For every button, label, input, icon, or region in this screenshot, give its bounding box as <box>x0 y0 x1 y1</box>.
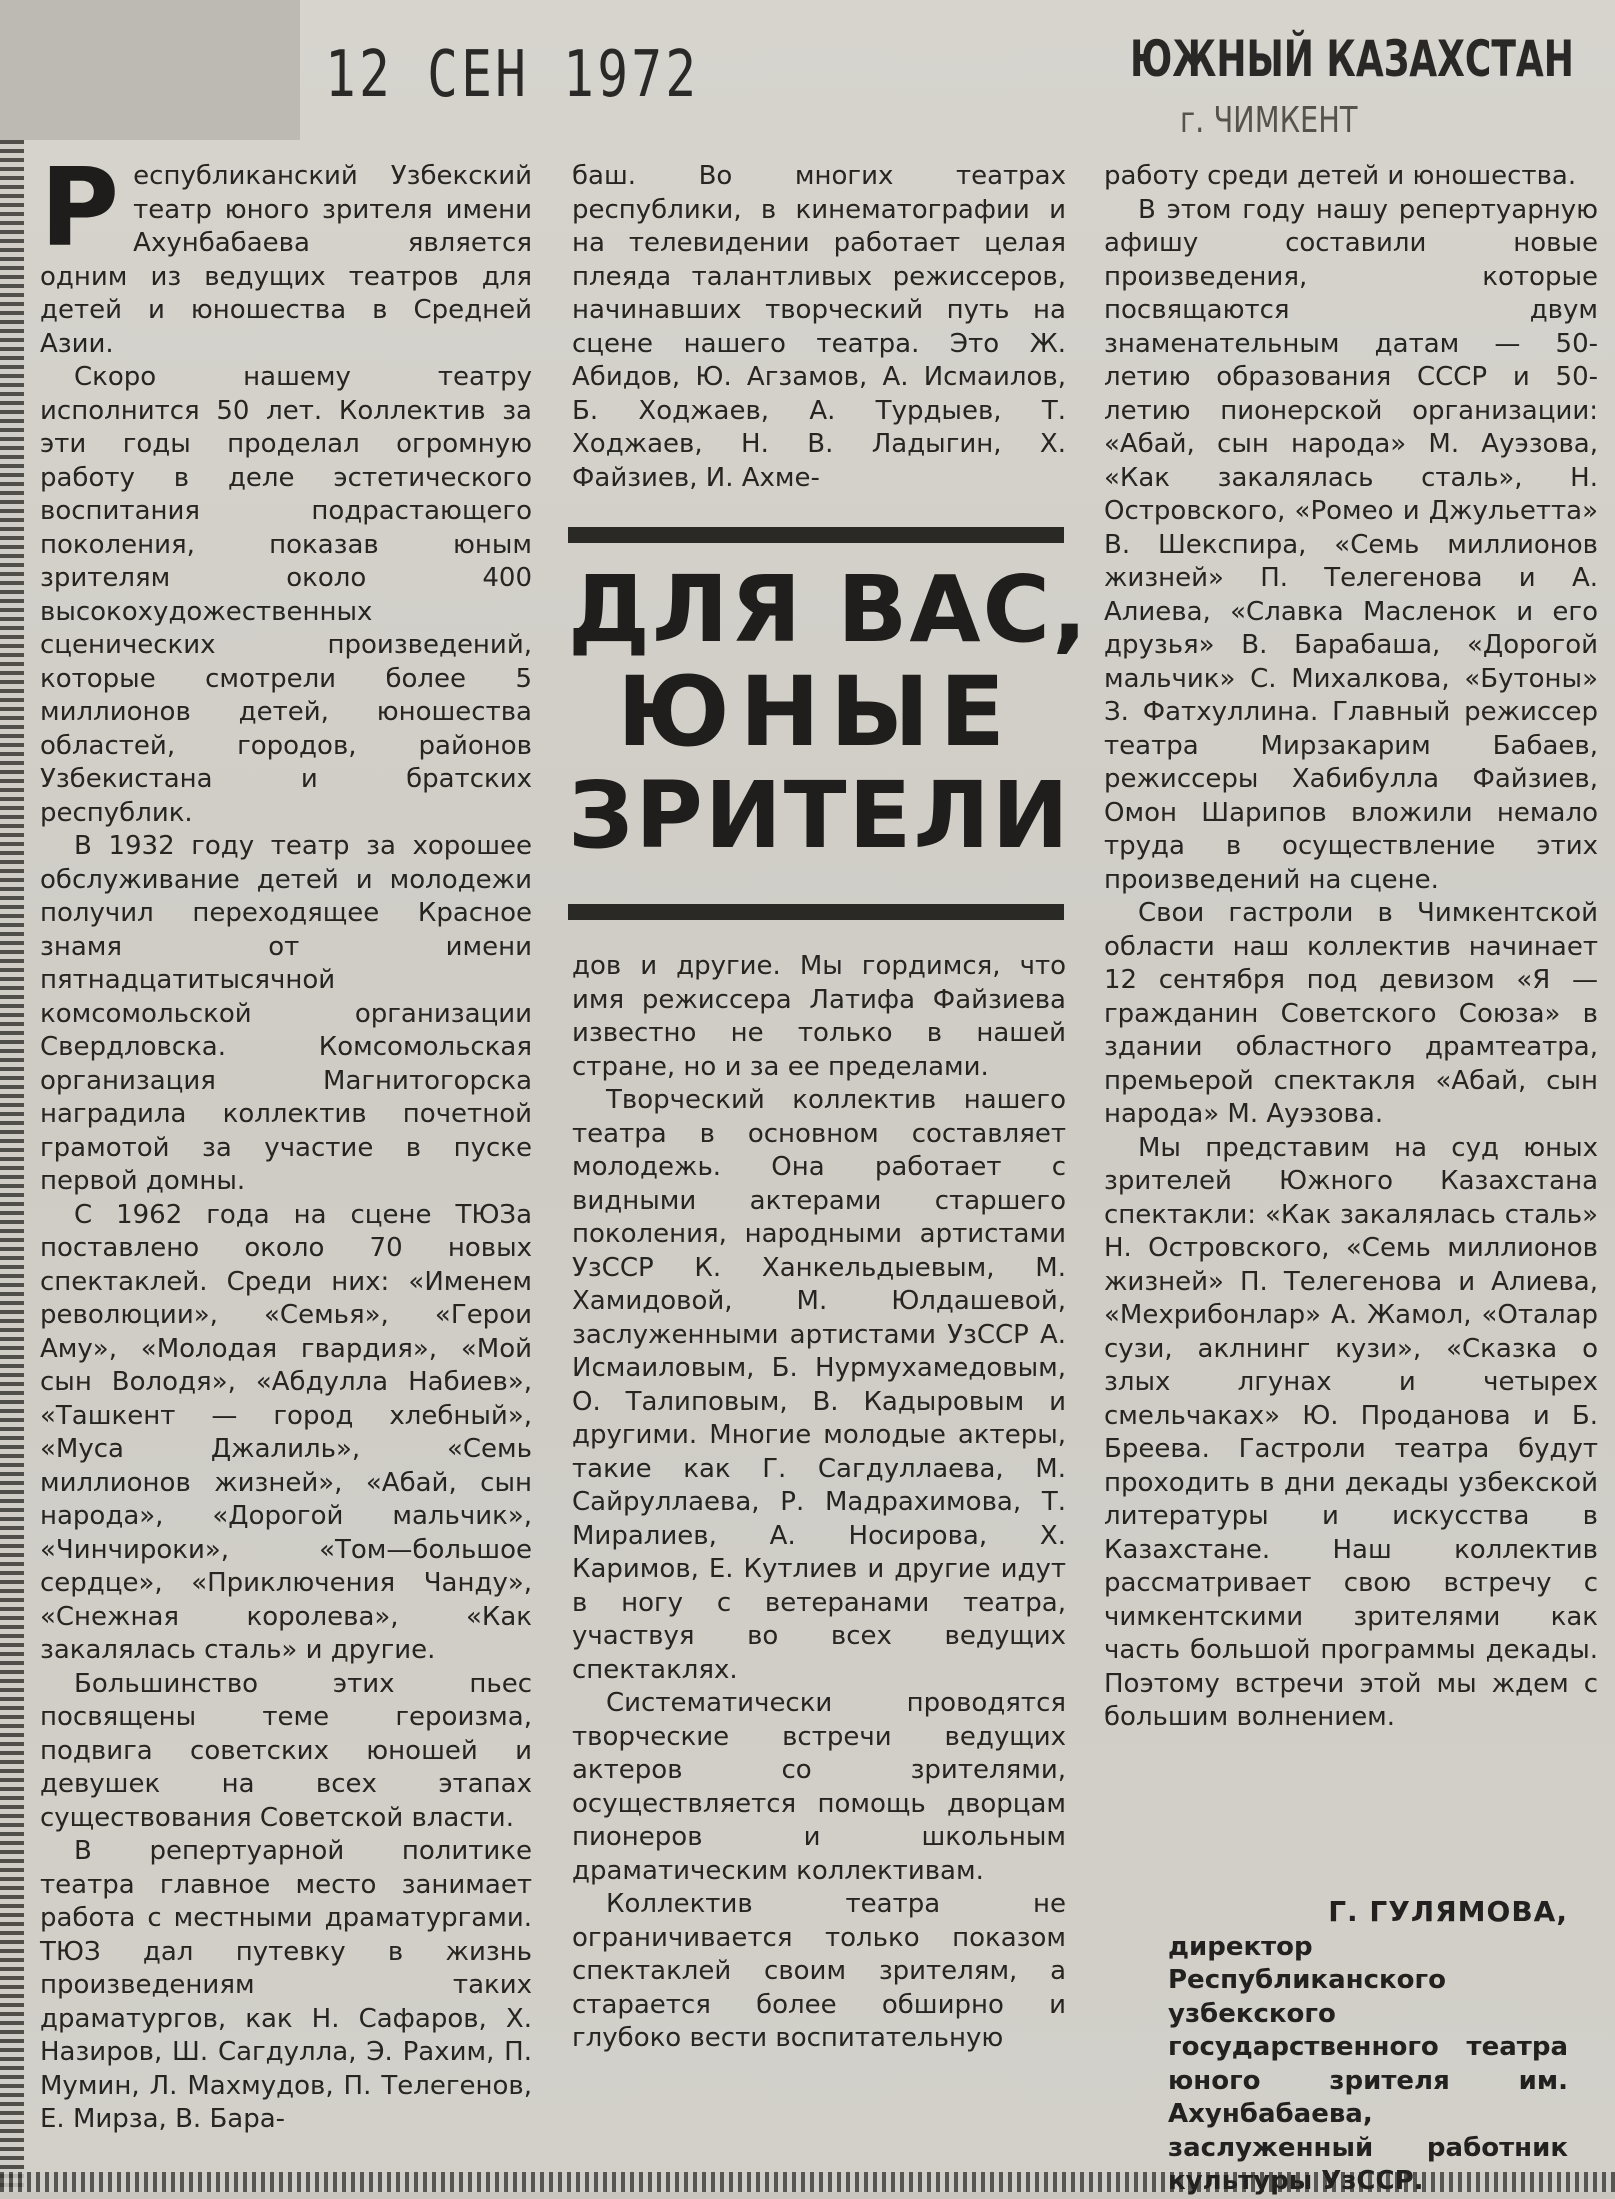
article-column-2-top <box>572 160 1066 495</box>
newspaper-city: г. ЧИМКЕНТ <box>1180 100 1358 141</box>
paragraph: баш. Во многих театрах республики, в кинематографии и на телевидении работает целая плеяда талантливых режиссеров, начинавших творческий путь на сцене нашего театра. Это Ж. Абидов, Ю. Агзамов, А. Исмаилов, Б. Ходжаев, А. Турдыев, Т. Ходжаев, Н. В. Ладыгин, Х. Файзиев, И. Ахме- <box>572 161 1066 493</box>
paragraph: работу среди детей и юношества. <box>1104 161 1577 191</box>
paragraph: Систематически проводятся творческие встречи ведущих актеров со зрителями, осуществляется помощь дворцам пионеров и школьным драматическим коллективам. <box>572 1688 1066 1886</box>
paragraph: Свои гастроли в Чимкентской области наш коллектив начинает 12 сентября под девизом «Я — гражданин Советского Союза» в здании областного драмтеатра, премьерой спектакля «Абай, сын народа» М. Ауэзова. <box>1104 898 1598 1129</box>
headline-line-2: ЮНЫЕ <box>616 656 1016 768</box>
paragraph: С 1962 года на сцене ТЮЗа поставлено около 70 новых спектаклей. Среди них: «Именем революции», «Семья», «Герои Аму», «Молодая гвардия», «Мой сын Володя», «Абдулла Набиев», «Ташкент — город хлебный», «Муса Джалиль», «Семь миллионов жизней», «Абай, сын народа», «Дорогой мальчик», «Чинчироки», «Том—большое сердце», «Приключения Чанду», «Снежная королева», «Как закалялась сталь» и другие. <box>40 1199 532 1665</box>
article-column-3 <box>1104 160 1598 1735</box>
paragraph: Мы представим на суд юных зрителей Южного Казахстана спектакли: «Как закалялась сталь» Н. Островского, «Семь миллионов жизней» П. Телегенова и Алиева, «Мехрибонлар» А. Жамол, «Оталар сузи, аклнинг кузи», «Сказка о злых лгунах и четырех смельчаках» Ю. Проданова и Б. Бреева. Гастроли театра будут проходить в дни декады узбекской литературы и искусства в Казахстане. Наш коллектив рассматривает свою встречу с чимкентскими зрителями как часть большой программы декады. Поэтому встречи этой мы ждем с большим волнением. <box>1104 1132 1598 1732</box>
headline-line-3: ЗРИТЕЛИ <box>568 762 1071 869</box>
paragraph: Коллектив театра не ограничивается только показом спектаклей своим зрителям, а старается более обширно и глубоко вести воспитательную <box>572 1889 1066 2053</box>
article-column-2-bottom <box>572 950 1066 2056</box>
newspaper-title: ЮЖНЫЙ КАЗАХСТАН <box>1130 30 1574 88</box>
headline-rule-bottom <box>568 904 1064 920</box>
date-stamp: 12 СЕН 1972 <box>325 38 700 112</box>
paragraph: Скоро нашему театру исполнится 50 лет. Коллектив за эти годы проделал огромную работу в деле эстетического воспитания подрастающего поколения, показав юным зрителям около 400 высокохудожественных сценических произведений, которые смотрели более 5 миллионов детей, юношества областей, городов, районов Узбекистана и братских республик. <box>40 362 532 828</box>
paragraph: В 1932 году театр за хорошее обслуживание детей и молодежи получил переходящее Красное знамя от имени пятнадцатитысячной комсомольской организации Свердловска. Комсомольская организация Магнитогорска наградила коллектив почетной грамотой за участие в пуске первой домны. <box>40 831 532 1196</box>
paragraph: В репертуарной политике театра главное место занимает работа с местными драматургами. ТЮЗ дал путевку в жизнь произведениям таких драматургов, как Н. Сафаров, Х. Назиров, Ш. Сагдулла, Э. Рахим, П. Мумин, Л. Махмудов, П. Телегенов, Е. Мирза, В. Бара- <box>40 1836 532 2134</box>
left-perforation <box>0 140 24 2192</box>
headline-line-1: ДЛЯ ВАС, <box>568 556 1090 663</box>
paragraph: Творческий коллектив нашего театра в основном составляет молодежь. Она работает с видными актерами старшего поколения, народными артистами УзССР К. Ханкельдыевым, М. Хамидовой, М. Юлдашевой, заслуженными артистами УзССР А. Исмаиловым, Б. Нурмухамедовым, О. Талиповым, В. Кадыровым и другими. Многие молодые актеры, такие как Г. Сагдуллаева, М. Сайруллаева, Р. Мадрахимова, Т. Миралиев, А. Носирова, Х. Каримов, Е. Кутлиев и другие идут в ногу с ветеранами театра, участвуя во всех ведущих спектаклях. <box>572 1085 1066 1685</box>
article-column-1 <box>40 146 532 2137</box>
headline-rule-top <box>568 527 1064 543</box>
author-signature <box>1168 1895 1568 2199</box>
paragraph: Республиканский Узбекский театр юного зрителя имени Ахунбабаева является одним из ведущих театров для детей и юношества в Средней Азии. <box>40 146 532 359</box>
paragraph: Большинство этих пьес посвящены теме героизма, подвига советских юношей и девушек на всех этапах существования Советской власти. <box>40 1668 532 1833</box>
paragraph: В этом году нашу репертуарную афишу составили новые произведения, которые посвящаются двум знаменательным датам — 50-летию образования СССР и 50-летию пионерской организации: «Абай, сын народа» М. Ауэзова, «Как закалялась сталь», Н. Островского, «Ромео и Джульетта» В. Шекспира, «Семь миллионов жизней» П. Телегенова и А. Алиева, «Славка Масленок и его друзья» В. Барабаша, «Дорогой мальчик» С. Михалкова, «Бутоны» З. Фатхуллина. Главный режиссер театра Мирзакарим Бабаев, режиссеры Хабибулла Файзиев, Омон Шарипов вложили немало труда в осуществление этих произведений на сцене. <box>1104 194 1598 895</box>
author-title: директор Республиканского узбекского государственного театра юного зрителя им. Ахунбабаева, заслуженный работник культуры УзССР. <box>1168 1931 1568 2196</box>
author-name: Г. ГУЛЯМОВА, <box>1328 1895 1568 1928</box>
article-headline <box>568 556 1090 869</box>
paragraph: дов и другие. Мы гордимся, что имя режиссера Латифа Файзиева известно не только в нашей стране, но и за ее пределами. <box>572 951 1066 1082</box>
clipping-corner <box>0 0 300 140</box>
